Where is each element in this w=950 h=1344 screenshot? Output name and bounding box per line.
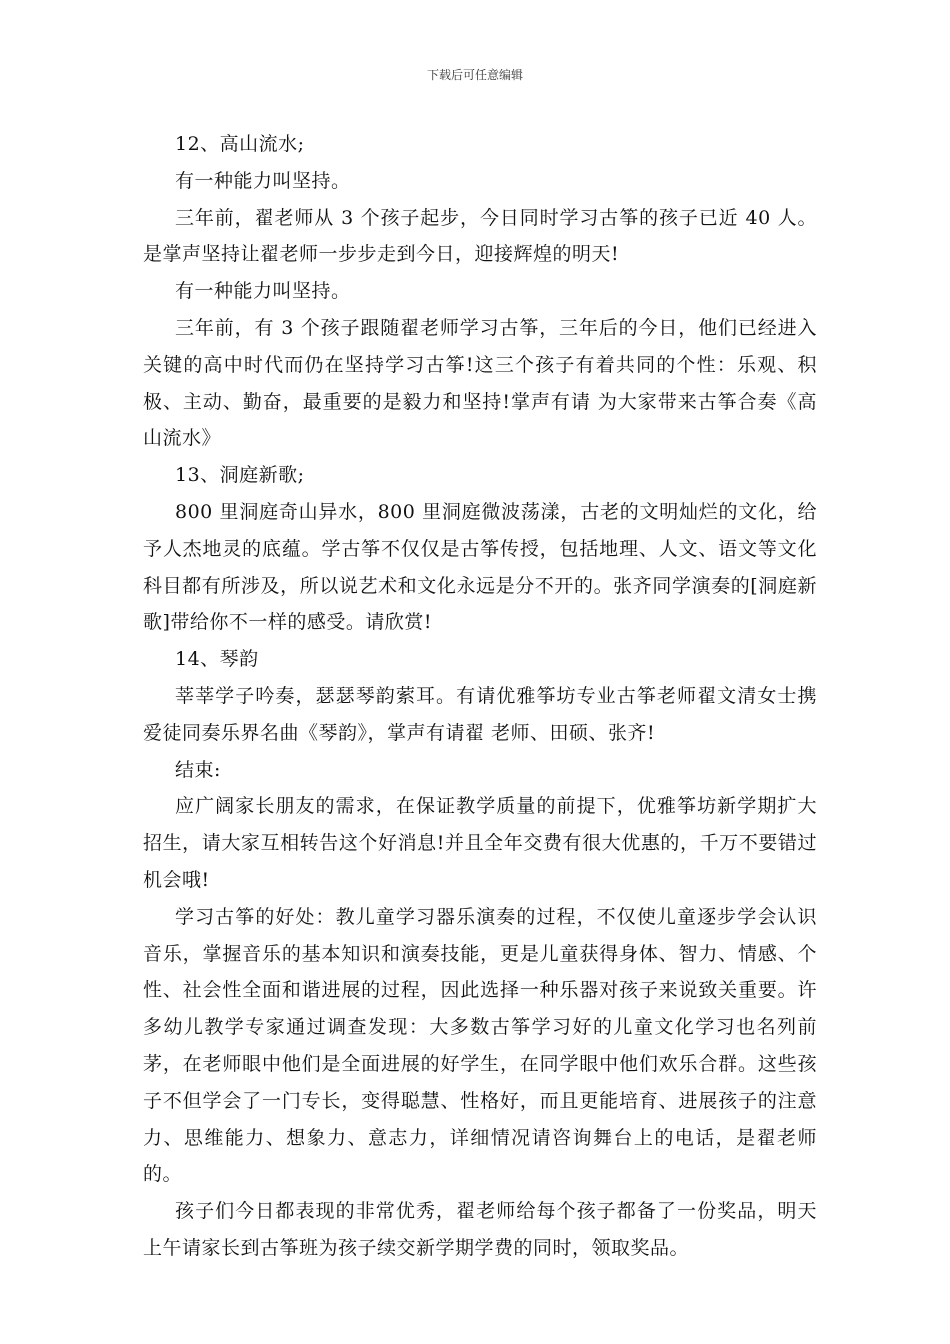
paragraph: 应广阔家长朋友的需求，在保证教学质量的前提下，优雅筝坊新学期扩大招生，请大家互相转告这个好消息!并且全年交费有很大优惠的，千万不要错过机会哦! (143, 795, 817, 891)
page-header: 下载后可任意编辑 (426, 68, 523, 82)
paragraph: 有一种能力叫坚持。 (175, 280, 351, 303)
paragraph: 学习古筝的好处：教儿童学习器乐演奏的过程，不仅使儿童逐步学会认识音乐，掌握音乐的基本知识和演奏技能，更是儿童获得身体、智力、情感、个性、社会性全面和谐进展的过程，因此选择一种乐器对孩子来说致关重要。许多幼儿教学专家通过调查发现：大多数古筝学习好的儿童文化学习也名列前茅，在老师眼中他们是全面进展的好学生，在同学眼中他们欢乐合群。这些孩子不但学会了一门专长，变得聪慧、性格好，而且更能培育、进展孩子的注意力、思维能力、想象力、意志力，详细情况请咨询舞台上的电话，是翟老师的。 (143, 905, 817, 1186)
paragraph: 有一种能力叫坚持。 (175, 169, 351, 192)
paragraph: 三年前，翟老师从 3 个孩子起步，今日同时学习古筝的孩子已近 40 人。是掌声坚持让翟老师一步步走到今日，迎接辉煌的明天! (143, 206, 817, 266)
heading-closing: 结束: (175, 758, 221, 781)
paragraph: 孩子们今日都表现的非常优秀，翟老师给每个孩子都备了一份奖品，明天上午请家长到古筝班为孩子续交新学期学费的同时，领取奖品。 (143, 1200, 817, 1259)
paragraph: 800 里洞庭奇山异水，800 里洞庭微波荡漾，古老的文明灿烂的文化，给予人杰地灵的底蕴。学古筝不仅仅是古筝传授，包括地理、人文、语文等文化科目都有所涉及，所以说艺术和文化永远是分不开的。张齐同学演奏的[洞庭新歌]带给你不一样的感受。请欣赏! (143, 500, 817, 634)
heading-item-14: 14、琴韵 (175, 648, 259, 671)
heading-item-13: 13、洞庭新歌; (175, 464, 305, 487)
document-body (143, 126, 817, 1267)
paragraph: 三年前，有 3 个孩子跟随翟老师学习古筝，三年后的今日，他们已经进入关键的高中时代而仍在坚持学习古筝!这三个孩子有着共同的个性：乐观、积极、主动、勤奋，最重要的是毅力和坚持!掌声有请 为大家带来古筝合奏《高山流水》 (143, 316, 817, 450)
heading-item-12: 12、高山流水; (175, 133, 305, 155)
paragraph: 莘莘学子吟奏，瑟瑟琴韵萦耳。有请优雅筝坊专业古筝老师翟文清女士携爱徒同奏乐界名曲《琴韵》，掌声有请翟 老师、田硕、张齐! (143, 684, 817, 744)
